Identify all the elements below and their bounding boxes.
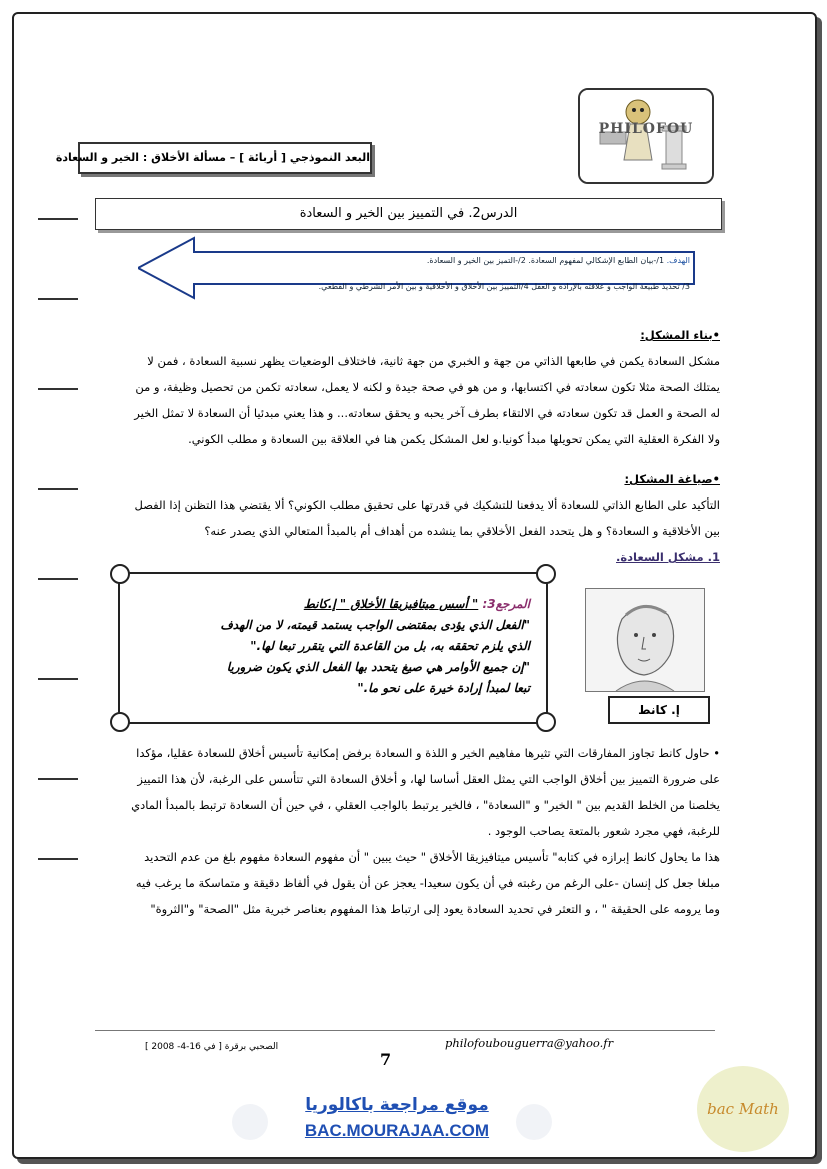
paragraph-line: ولا الفكرة العقلية التي يمكن تحويلها مبدأ كونيا.و لعل المشكل يكمن هنا في العلاقة بين السعادة و مطلب الكوني. — [188, 432, 720, 446]
footer-divider — [95, 1030, 715, 1031]
lesson-title: الدرس2. في التمييز بين الخير و السعادة — [95, 198, 722, 230]
problem-building-section — [95, 322, 720, 452]
sidebar-mark — [38, 760, 78, 780]
objectives-text-1: 1/-بيان الطابع الإشكالي لمفهوم السعادة. 2/-التميز بين الخير و السعادة. — [426, 256, 665, 265]
site-url-link[interactable]: BAC.MOURAJAA.COM — [304, 1121, 490, 1140]
decorative-sidebar — [38, 200, 78, 860]
section-1-heading: 1. مشكل السعادة. — [616, 550, 720, 564]
objectives-line-2: 3/ تحديد طبيعة الواجب و علاقته بالإرادة و العقل 4/التمييز بين الأخلاق و الأخلاقية و بين الأمر الشرطي و القطعي. — [318, 282, 690, 291]
sidebar-mark — [38, 200, 78, 220]
paragraph-line: التأكيد على الطابع الذاتي للسعادة ألا يدفعنا للتشكيك في قدرتها على تحقيق مطلب الكوني؟ ألا يقتضي هذا التظنن إذا الفصل — [134, 498, 720, 512]
discussion-section — [95, 740, 720, 922]
scroll-curl-icon — [536, 712, 556, 732]
reference-header — [138, 594, 530, 615]
sidebar-mark — [38, 660, 78, 680]
problem-formulation-section — [95, 466, 720, 570]
site-name-arabic[interactable]: موقع مراجعة باكالوريا — [305, 1095, 489, 1115]
paragraph-line: بين الأخلاقية و السعادة؟ و هل يتحدد الفعل الأخلاقي بما ينشده من أهداف أم بالمبدأ المتعالي الذي يصدر عنه؟ — [204, 524, 720, 538]
reference-title: " أسس ميتافيزيقا الأخلاق " إ.كانط — [303, 597, 479, 611]
scroll-curl-icon — [536, 564, 556, 584]
paragraph-line: يخلصنا من الخلط القديم بين " الخير" و "السعادة" ، فالخير يرتبط بالواجب العقلي ، في حين أن السعادة ترتبط بالمبدأ المادي — [131, 798, 720, 812]
site-logo-icon — [516, 1104, 552, 1140]
reference-label: المرجع3: — [482, 597, 530, 611]
kant-portrait — [585, 588, 705, 692]
problem-building-heading: •بناء المشكل: — [640, 328, 720, 342]
quote-line: تبعا لمبدأ إرادة خيرة على نحو ما." — [357, 681, 530, 695]
quote-line: الذي يلزم تحققه به، بل من القاعدة التي يتقرر تبعا لها." — [250, 639, 530, 653]
sidebar-mark — [38, 280, 78, 300]
page-number: 7 — [380, 1050, 392, 1069]
paragraph-line: • حاول كانط تجاوز المفارقات التي تثيرها مفاهيم الخير و اللذة و السعادة برفض إمكانية تأسيس أخلاق للسعادة عقليا، مؤكدا — [136, 746, 720, 760]
paragraph-line: مشكل السعادة يكمن في طابعها الذاتي من جهة و الخبري من جهة ثانية، فاختلاف الوضعيات يظهر نسبية السعادة ، فمن لا — [147, 354, 720, 368]
scroll-curl-icon — [110, 712, 130, 732]
paragraph-line: على ضرورة التمييز بين أخلاق الواجب التي يمثل العقل أساسا لها، و أخلاق السعادة التي تتأسس على الرغبة، لأن هذا التمييز — [137, 772, 720, 786]
site-logo-icon — [232, 1104, 268, 1140]
paragraph-line: للرغبة، فهي مجرد شعور بالمتعة يصاحب الوجود . — [487, 824, 720, 838]
problem-formulation-heading: •صياغة المشكل: — [624, 472, 720, 486]
quote-line: "إن جميع الأوامر هي صيغ يتحدد بها الفعل الذي يكون ضروريا — [226, 660, 530, 674]
site-banner[interactable] — [292, 1092, 502, 1148]
portrait-caption: إ. كانط — [608, 696, 710, 724]
objectives-label: الهدف. — [666, 256, 690, 265]
header-breadcrumb: البعد النموذجي [ أربائة ] – مسألة الأخلاق : الخير و السعادة — [78, 142, 372, 174]
bac-math-badge: bac Math — [697, 1066, 789, 1152]
objectives-line-1 — [330, 256, 690, 265]
paragraph-line: له الصحة و العمل قد تكون سعادته في الالتقاء بطرف آخر يحبه و يحقق سعادته... و هذا يعني مبدئيا أن السعادة لا تمثل الخير — [134, 406, 720, 420]
sidebar-mark — [38, 560, 78, 580]
sidebar-mark — [38, 370, 78, 390]
paragraph-line: وما يرومه على الحقيقة " ، و التعثر في تحديد السعادة يعود إلى ارتباط هذا المفهوم بعناصر خبرية مثل "الصحة" و"الثروة" — [150, 902, 720, 916]
paragraph-line: مبلغا جعل كل إنسان -على الرغم من رغبته في أن يكون سعيدا- يعجز عن أن يقول في ألفاظ دقيقة و متماسكة ما يرغب فيه — [135, 876, 720, 890]
paragraph-line: هذا ما يحاول كانط إبرازه في كتابه" تأسيس ميتافيزيقا الأخلاق " حيث يبين " أن مفهوم السعادة مفهوم بلغ من عدم التحديد — [144, 850, 720, 864]
quote-line: "الفعل الذي يؤدى بمقتضى الواجب يستمد قيمته، لا من الهدف — [220, 618, 530, 632]
sidebar-mark — [38, 470, 78, 490]
scroll-curl-icon — [110, 564, 130, 584]
reference-quote-box — [118, 572, 548, 724]
portrait-sketch-icon — [586, 589, 704, 691]
reference-text — [138, 594, 530, 699]
footer-email[interactable]: philofoubouguerra@yahoo.fr — [445, 1036, 614, 1050]
philofou-logo — [578, 88, 714, 184]
paragraph-line: يمتلك الصحة مثلا تكون سعادته في اكتسابها، و من هو في صحة جيدة و لكنه لا يعمل، سعادته تكمن من تحصيل وظيفة، و من — [135, 380, 720, 394]
logo-text: PHILOFOU — [598, 121, 694, 137]
sidebar-mark — [38, 840, 78, 860]
footer-author: الصحبي برقرة [ في 16-4- 2008 ] — [145, 1042, 279, 1052]
